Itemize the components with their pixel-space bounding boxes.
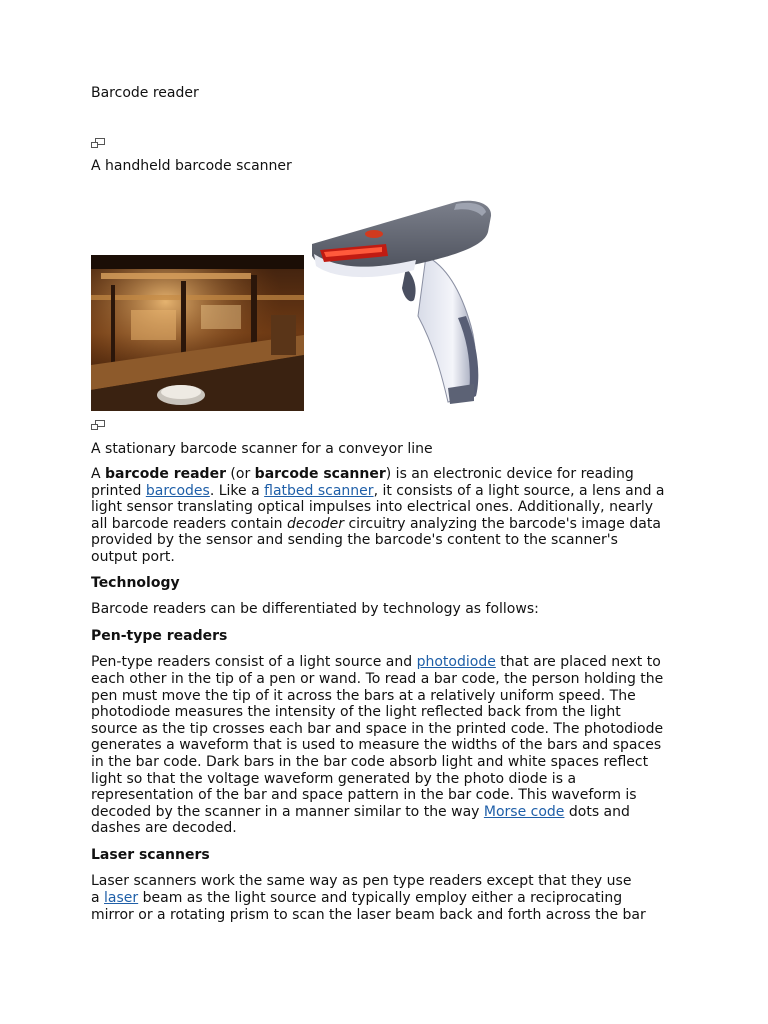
italic-term: decoder xyxy=(287,515,345,532)
heading-laser-scanners: Laser scanners xyxy=(91,846,210,863)
text-run: , it consists of a light source, a lens and a xyxy=(373,482,665,499)
laser-paragraph xyxy=(91,873,691,923)
text-run: mirror or a rotating prism to scan the laser beam back and forth across the bar xyxy=(91,906,646,923)
text-run: A xyxy=(91,466,106,482)
text-run: (or xyxy=(225,466,255,482)
text-run: output port. xyxy=(91,548,175,565)
text-run: printed xyxy=(91,482,146,499)
intro-paragraph xyxy=(91,466,691,566)
article-body xyxy=(91,466,691,933)
technology-paragraph: Barcode readers can be differentiated by technology as follows: xyxy=(91,601,539,618)
bold-term: barcode scanner xyxy=(254,466,386,482)
text-run: beam as the light source and typically employ either a reciprocating xyxy=(138,890,623,907)
text-run: pen must move the tip of it across the bars at a relatively uniform speed. The xyxy=(91,687,636,704)
enlarge-icon[interactable] xyxy=(91,138,105,149)
text-run: light so that the voltage waveform generated by the photo diode is a xyxy=(91,770,577,787)
text-run: in the bar code. Dark bars in the bar code absorb light and white spaces reflect xyxy=(91,753,649,770)
enlarge-icon[interactable] xyxy=(91,420,105,431)
heading-technology: Technology xyxy=(91,574,180,591)
text-run: dots and xyxy=(564,803,630,820)
text-run: circuitry analyzing the barcode's image data xyxy=(344,515,661,532)
text-run: source as the tip crosses each bar and space in the printed code. The photodiode xyxy=(91,720,664,737)
handheld-scanner-photo xyxy=(306,196,521,408)
text-run: all barcode readers contain xyxy=(91,515,287,532)
conveyor-scanner-photo xyxy=(91,255,304,411)
caption-stationary: A stationary barcode scanner for a conveyor line xyxy=(91,441,433,457)
heading-pen-type-readers: Pen-type readers xyxy=(91,627,228,644)
text-run: each other in the tip of a pen or wand. To read a bar code, the person holding the xyxy=(91,670,664,687)
link-flatbed-scanner[interactable]: flatbed scanner xyxy=(264,482,374,499)
text-run: a xyxy=(91,890,105,907)
text-run: generates a waveform that is used to measure the widths of the bars and spaces xyxy=(91,737,662,754)
text-run: light sensor translating optical impulses into electrical ones. Additionally, nearly xyxy=(91,499,654,516)
bold-term: barcode reader xyxy=(105,466,226,482)
text-run: representation of the bar and space pattern in the bar code. This waveform is xyxy=(91,787,637,804)
text-run: Laser scanners work the same way as pen type readers except that they use xyxy=(91,873,632,890)
text-run: dashes are decoded. xyxy=(91,820,237,837)
link-barcodes[interactable]: barcodes xyxy=(145,482,210,499)
text-run: ) is an electronic device for reading xyxy=(385,466,634,482)
text-run: . Like a xyxy=(209,482,265,499)
link-morse-code[interactable]: Morse code xyxy=(483,803,565,820)
text-run: decoded by the scanner in a manner similar to the way xyxy=(91,803,484,820)
document-title: Barcode reader xyxy=(91,85,199,101)
text-run: provided by the sensor and sending the barcode's content to the scanner's xyxy=(91,532,618,549)
link-laser[interactable]: laser xyxy=(104,890,139,907)
text-run: Pen-type readers consist of a light source and xyxy=(91,654,417,671)
pen-paragraph xyxy=(91,654,691,837)
text-run: photodiode measures the intensity of the light reflected back from the light xyxy=(91,704,621,721)
text-run: that are placed next to xyxy=(495,654,661,671)
caption-handheld: A handheld barcode scanner xyxy=(91,158,292,174)
link-photodiode[interactable]: photodiode xyxy=(416,654,496,671)
